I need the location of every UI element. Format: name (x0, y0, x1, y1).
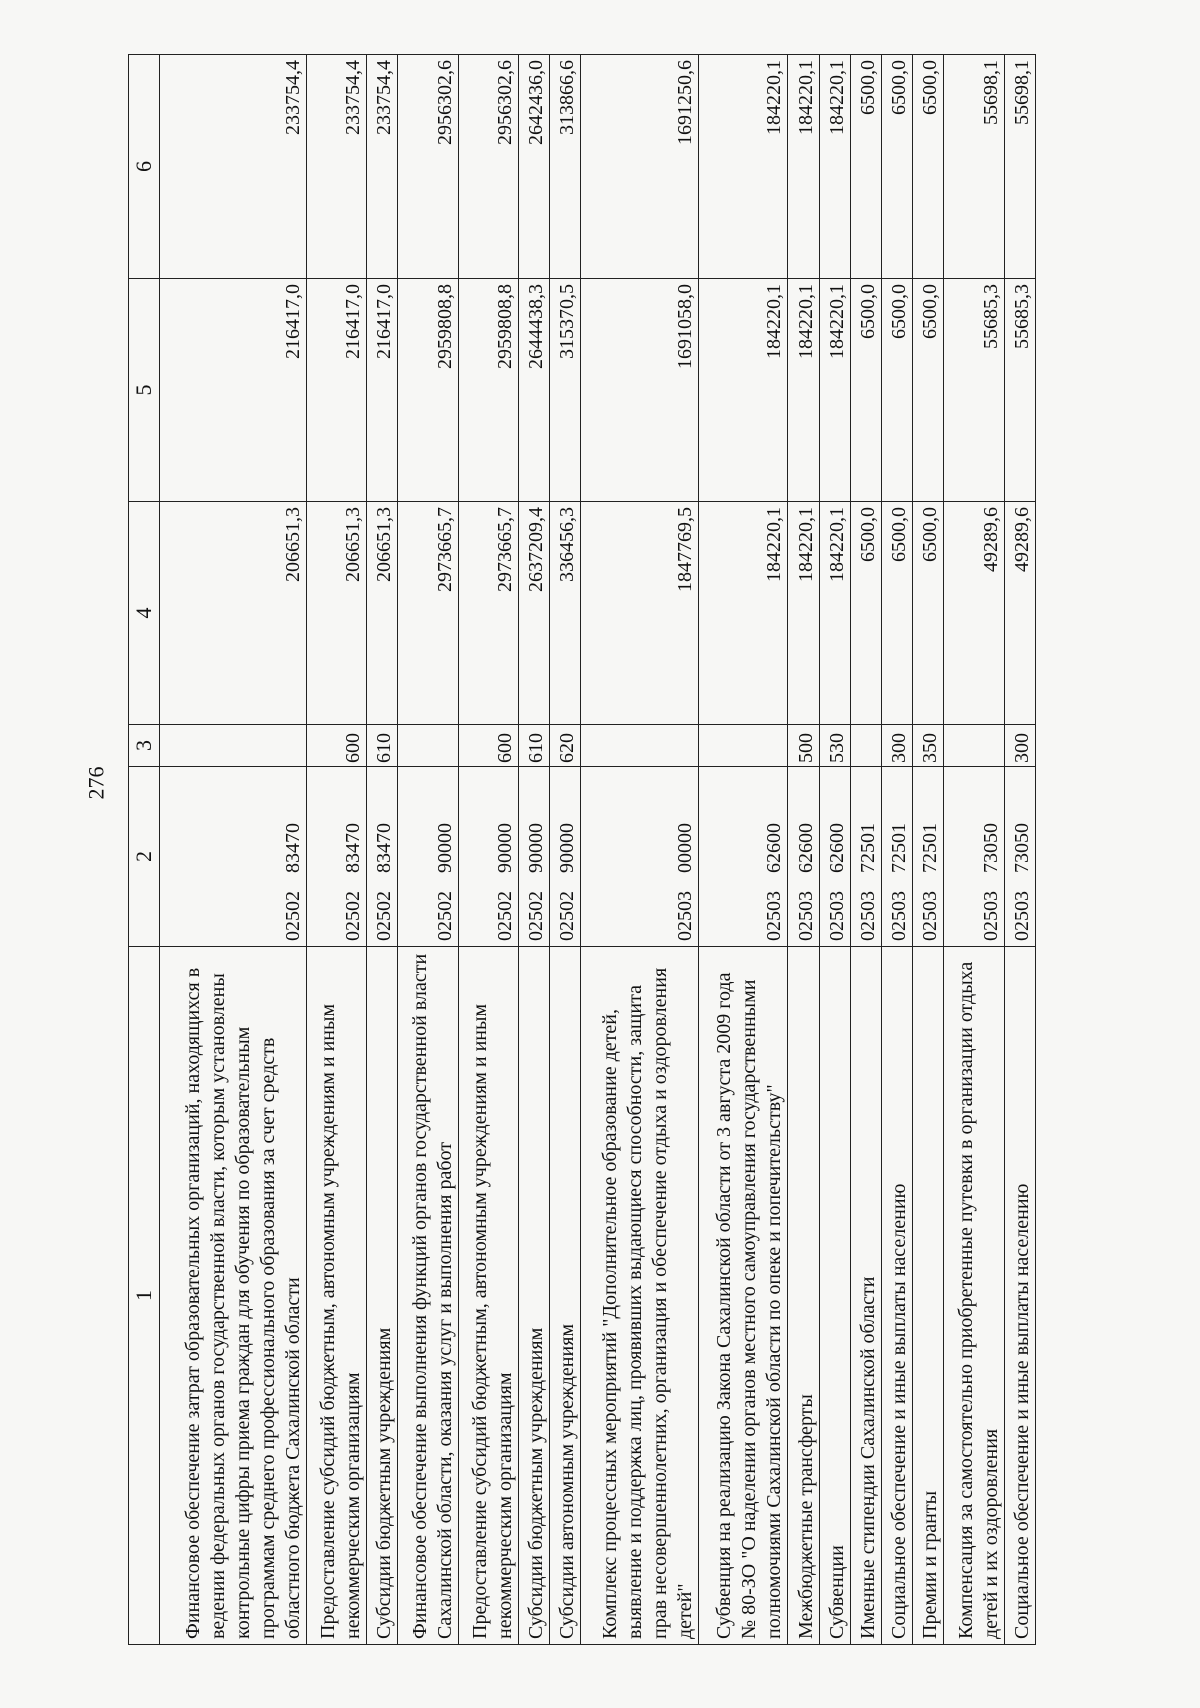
code-direction: 72501 (888, 823, 911, 873)
expense-type-code: 350 (913, 725, 944, 767)
amount-col-4: 1847769,5 (581, 502, 699, 725)
target-article-code (549, 767, 580, 947)
target-article-code (819, 767, 850, 947)
target-article-code (944, 767, 1004, 947)
code-direction: 83470 (373, 823, 396, 873)
amount-col-5: 184220,1 (788, 279, 819, 502)
row-name: Финансовое обеспечение затрат образовательных организаций, находящихся в ведении федеральных органов государственной власти, которым установлены контрольные цифры приема граждан для обучения по образовательным программам среднего профессионального образования за счет средств областного бюджета Сахалинской области (160, 947, 307, 1645)
code-direction: 00000 (674, 823, 697, 873)
table-row (518, 55, 549, 1645)
amount-col-5: 2959808,8 (458, 279, 518, 502)
table-row (458, 55, 518, 1645)
row-name: Субсидии бюджетным учреждениям (518, 947, 549, 1645)
amount-col-5: 184220,1 (819, 279, 850, 502)
amount-col-4: 6500,0 (882, 502, 913, 725)
row-name: Субвенция на реализацию Закона Сахалинской области от 3 августа 2009 года № 80-ЗО "О наделении органов местного самоуправления государственными полномочиями Сахалинской области по опеке и попечительству" (699, 947, 788, 1645)
code-direction: 73050 (1011, 823, 1033, 873)
expense-type-code: 600 (306, 725, 366, 767)
code-program: 02503 (888, 891, 911, 941)
expense-type-code: 300 (882, 725, 913, 767)
table-row (944, 55, 1004, 1645)
amount-col-6: 6500,0 (882, 55, 913, 279)
amount-col-4: 206651,3 (367, 502, 398, 725)
code-direction: 73050 (979, 823, 1002, 873)
table-row (1004, 55, 1035, 1645)
code-direction: 90000 (493, 823, 516, 873)
row-name: Премии и гранты (913, 947, 944, 1645)
table-row (549, 55, 580, 1645)
table-row (819, 55, 850, 1645)
amount-col-6: 1691250,6 (581, 55, 699, 279)
row-name: Компенсация за самостоятельно приобретенные путевки в организации отдыха детей и их оздоровления (944, 947, 1004, 1645)
target-article-code (850, 767, 881, 947)
row-name: Субсидии автономным учреждениям (549, 947, 580, 1645)
row-name: Социальное обеспечение и иные выплаты населению (1004, 947, 1035, 1645)
table-row (882, 55, 913, 1645)
code-program: 02502 (433, 891, 456, 941)
amount-col-6: 2956302,6 (398, 55, 458, 279)
code-direction: 72501 (857, 823, 879, 873)
amount-col-4: 206651,3 (160, 502, 307, 725)
target-article-code (160, 767, 307, 947)
amount-col-5: 216417,0 (306, 279, 366, 502)
expense-type-code (699, 725, 788, 767)
code-direction: 90000 (524, 823, 547, 873)
amount-col-4: 184220,1 (788, 502, 819, 725)
row-name: Именные стипендии Сахалинской области (850, 947, 881, 1645)
amount-col-6: 2642436,0 (518, 55, 549, 279)
expense-type-code (160, 725, 307, 767)
amount-col-4: 2973665,7 (398, 502, 458, 725)
code-program: 02502 (281, 891, 304, 941)
code-direction: 90000 (433, 823, 456, 873)
amount-col-4: 2637209,4 (518, 502, 549, 725)
code-program: 02503 (794, 891, 817, 941)
amount-col-4: 6500,0 (913, 502, 944, 725)
code-program: 02503 (674, 891, 697, 941)
amount-col-6: 233754,4 (367, 55, 398, 279)
amount-col-4: 184220,1 (699, 502, 788, 725)
code-direction: 83470 (281, 823, 304, 873)
amount-col-6: 6500,0 (850, 55, 881, 279)
target-article-code (788, 767, 819, 947)
header-row (129, 55, 160, 1645)
amount-col-5: 2959808,8 (398, 279, 458, 502)
amount-col-5: 1691058,0 (581, 279, 699, 502)
budget-table (128, 54, 1036, 1645)
amount-col-5: 184220,1 (699, 279, 788, 502)
row-name: Предоставление субсидий бюджетным, автономным учреждениям и иным некоммерческим организациям (458, 947, 518, 1645)
code-direction: 90000 (556, 823, 579, 873)
amount-col-4: 2973665,7 (458, 502, 518, 725)
expense-type-code: 500 (788, 725, 819, 767)
code-program: 02502 (342, 891, 365, 941)
table-row (306, 55, 366, 1645)
table-row (581, 55, 699, 1645)
target-article-code (398, 767, 458, 947)
expense-type-code: 610 (367, 725, 398, 767)
page-number: 276 (83, 766, 109, 800)
code-program: 02503 (919, 891, 942, 941)
amount-col-6: 55698,1 (944, 55, 1004, 279)
column-header-1: 1 (129, 947, 160, 1645)
row-name: Межбюджетные трансферты (788, 947, 819, 1645)
row-name: Социальное обеспечение и иные выплаты населению (882, 947, 913, 1645)
amount-col-5: 315370,5 (549, 279, 580, 502)
code-direction: 62600 (794, 823, 817, 873)
target-article-code (882, 767, 913, 947)
row-name: Финансовое обеспечение выполнения функций органов государственной власти Сахалинской области, оказания услуг и выполнения работ (398, 947, 458, 1645)
target-article-code (699, 767, 788, 947)
target-article-code (1004, 767, 1035, 947)
amount-col-5: 216417,0 (160, 279, 307, 502)
amount-col-6: 2956302,6 (458, 55, 518, 279)
amount-col-4: 184220,1 (819, 502, 850, 725)
code-program: 02503 (763, 891, 786, 941)
expense-type-code: 610 (518, 725, 549, 767)
column-header-6: 6 (129, 55, 160, 279)
expense-type-code (944, 725, 1004, 767)
table-body (160, 55, 1036, 1645)
target-article-code (367, 767, 398, 947)
amount-col-4: 6500,0 (850, 502, 881, 725)
table-row (913, 55, 944, 1645)
code-direction: 72501 (919, 823, 942, 873)
code-program: 02502 (373, 891, 396, 941)
expense-type-code: 300 (1004, 725, 1035, 767)
code-direction: 83470 (342, 823, 365, 873)
column-header-4: 4 (129, 502, 160, 725)
target-article-code (581, 767, 699, 947)
expense-type-code (581, 725, 699, 767)
expense-type-code: 530 (819, 725, 850, 767)
rotated-table-scan (128, 55, 1036, 1645)
amount-col-5: 6500,0 (882, 279, 913, 502)
code-program: 02502 (493, 891, 516, 941)
row-name: Субсидии бюджетным учреждениям (367, 947, 398, 1645)
column-header-5: 5 (129, 279, 160, 502)
code-program: 02502 (556, 891, 579, 941)
code-program: 02502 (524, 891, 547, 941)
amount-col-4: 49289,6 (1004, 502, 1035, 725)
code-direction: 62600 (825, 823, 848, 873)
table-row (398, 55, 458, 1645)
table-row (160, 55, 307, 1645)
table-row (850, 55, 881, 1645)
amount-col-6: 313866,6 (549, 55, 580, 279)
amount-col-4: 336456,3 (549, 502, 580, 725)
target-article-code (458, 767, 518, 947)
amount-col-4: 206651,3 (306, 502, 366, 725)
code-program: 02503 (979, 891, 1002, 941)
table-row (788, 55, 819, 1645)
table-row (367, 55, 398, 1645)
amount-col-5: 55685,3 (944, 279, 1004, 502)
amount-col-6: 184220,1 (699, 55, 788, 279)
amount-col-5: 6500,0 (850, 279, 881, 502)
amount-col-6: 6500,0 (913, 55, 944, 279)
amount-col-4: 49289,6 (944, 502, 1004, 725)
code-program: 02503 (825, 891, 848, 941)
code-direction: 62600 (763, 823, 786, 873)
amount-col-5: 6500,0 (913, 279, 944, 502)
code-program: 02503 (857, 891, 879, 941)
target-article-code (306, 767, 366, 947)
row-name: Предоставление субсидий бюджетным, автономным учреждениям и иным некоммерческим организациям (306, 947, 366, 1645)
target-article-code (518, 767, 549, 947)
amount-col-6: 55698,1 (1004, 55, 1035, 279)
expense-type-code: 620 (549, 725, 580, 767)
amount-col-5: 2644438,3 (518, 279, 549, 502)
amount-col-6: 233754,4 (160, 55, 307, 279)
expense-type-code: 600 (458, 725, 518, 767)
amount-col-6: 184220,1 (788, 55, 819, 279)
amount-col-5: 216417,0 (367, 279, 398, 502)
target-article-code (913, 767, 944, 947)
code-program: 02503 (1011, 891, 1033, 941)
column-header-2: 2 (129, 767, 160, 947)
amount-col-6: 184220,1 (819, 55, 850, 279)
table-row (699, 55, 788, 1645)
expense-type-code (850, 725, 881, 767)
amount-col-5: 55685,3 (1004, 279, 1035, 502)
row-name: Субвенции (819, 947, 850, 1645)
amount-col-6: 233754,4 (306, 55, 366, 279)
expense-type-code (398, 725, 458, 767)
column-header-3: 3 (129, 725, 160, 767)
row-name: Комплекс процессных мероприятий "Дополнительное образование детей, выявление и поддержка лиц, проявивших выдающиеся способности, защита прав несовершеннолетних, организация и обеспечение отдыха и оздоровления детей" (581, 947, 699, 1645)
